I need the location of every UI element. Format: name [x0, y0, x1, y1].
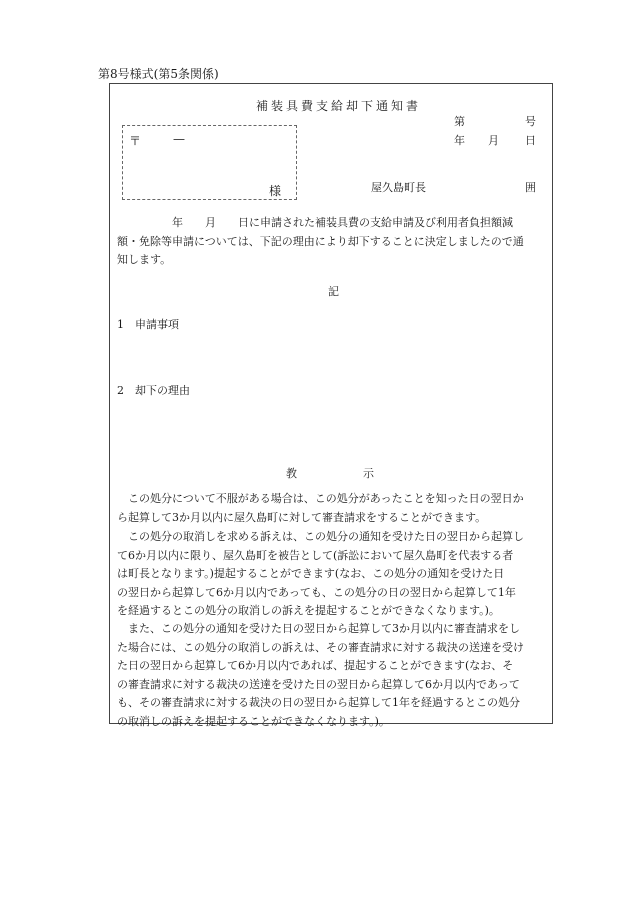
document-number-suffix: 号	[525, 115, 536, 128]
form-number: 第8号様式(第5条関係)	[98, 67, 219, 81]
notice-frame	[109, 83, 553, 728]
notice-paragraph: この処分の取消しを求める訴えは、この処分の通知を受けた日の翌日から起算し て6か月以内に限り、屋久島町を被告として(訴訟において屋久島町を代表する者 は町長となります。)提起することができます(なお、この処分の通知を受けた日 の翌日から起算して6か月以内であっても、この処分の日の翌日から起算して1年 を経過するとこの処分の取消しの訴えを提起することができなくなります。)。	[117, 530, 524, 617]
postal-code-dash: —	[173, 132, 185, 146]
item-rejection-reason: 2 却下の理由	[117, 384, 190, 397]
date-day-label: 日	[525, 134, 536, 147]
addressee-box	[122, 125, 297, 200]
document-number-label: 第	[454, 115, 465, 128]
addressee-honorific: 様	[269, 184, 282, 198]
document-title: 補装具費支給却下通知書	[256, 99, 422, 113]
notice-paragraph: また、この処分の通知を受けた日の翌日から起算して3か月以内に審査請求をし た場合には、この処分の取消しの訴えは、その審査請求に対する裁決の送達を受け た日の翌日から起算して6か月以内であれば、提起することができます(なお、そ の審査請求に対する裁決の送達を受けた日の翌日から起算して6か月以内であって も、その審査請求に対する裁決の日の翌日から起算して1年を経過するとこの処分 の取消しの訴えを提起することができなくなります。)。	[117, 622, 524, 728]
postal-mark: 〒	[129, 134, 142, 148]
instruction-heading: 教 示	[286, 467, 374, 480]
item-application-matter: 1 申請事項	[117, 318, 179, 331]
notice-paragraph: この処分について不服がある場合は、この処分があったことを知った日の翌日か ら起算して3か月以内に屋久島町に対して審査請求をすることができます。	[117, 492, 524, 524]
seal-mark: 囲	[525, 181, 536, 194]
date-month-label: 月	[488, 134, 499, 147]
intro-paragraph: 年 月 日に申請された補装具費の支給申請及び利用者負担額減 額・免除等申請については、下記の理由により却下することに決定しましたので通 知します。	[117, 216, 524, 266]
issuer-name: 屋久島町長	[371, 181, 426, 194]
date-year-label: 年	[454, 134, 465, 147]
ki-heading: 記	[328, 285, 339, 298]
